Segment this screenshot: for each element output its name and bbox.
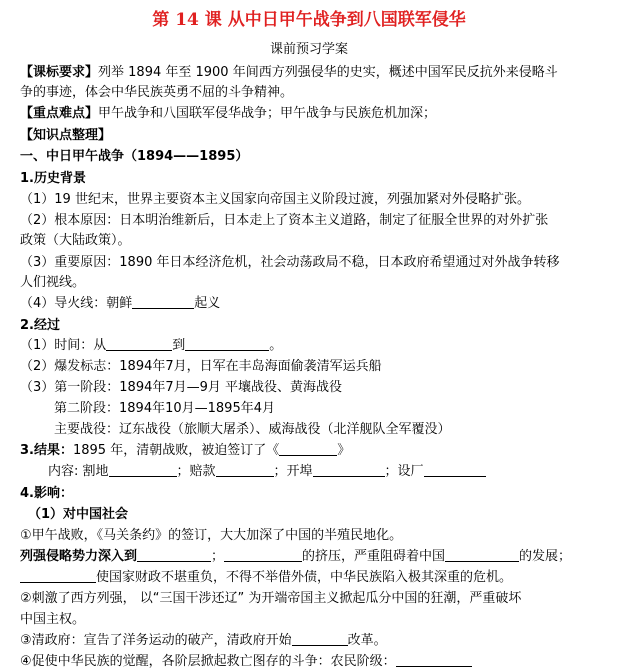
background-item-1: （1）19 世纪末，世界主要资本主义国家向帝国主义阶段过渡，列强加紧对外侵略扩张。 <box>20 192 530 207</box>
impact-heading: 4.影响： <box>20 486 73 501</box>
ports-label: ；开埠 <box>273 464 313 479</box>
impact-point-3 <box>20 568 614 588</box>
standard-label: 【课标要求】 <box>20 65 99 80</box>
treaty-blank[interactable] <box>279 441 337 456</box>
result-text-end: 》 <box>337 443 351 458</box>
penetration-sep: ； <box>211 549 225 564</box>
impact-sub-1: （1）对中国社会 <box>28 507 129 522</box>
keypoints-text: 甲午战争和八国联军侵华战争；甲午战争与民族危机加深； <box>98 106 437 121</box>
penetration-label: 列强侵略势力深入到 <box>20 549 138 564</box>
knowledge-label: 【知识点整理】 <box>20 128 112 143</box>
indemnity-label: ；赔款 <box>176 464 216 479</box>
factories-blank[interactable] <box>424 462 486 477</box>
result-content <box>48 462 614 482</box>
standard-line-1 <box>20 63 614 83</box>
course-stage-1: （3）第一阶段：1894年7月—9月 平壤战役、黄海战役 <box>20 380 343 395</box>
impact-point-4-line-1: ②刺激了西方列强， 以“三国干涉还辽” 为开端帝国主义掀起瓜分中国的狂潮，严重破坏 <box>20 591 522 606</box>
cede-blank[interactable] <box>109 462 177 477</box>
indemnity-blank[interactable] <box>216 462 274 477</box>
factories-label: ；设厂 <box>384 464 424 479</box>
course-time <box>20 336 614 356</box>
time-end: 。 <box>269 338 283 353</box>
development-blank[interactable] <box>445 547 519 562</box>
standard-line-2: 争的事迹，体会中华民族英勇不屈的斗争精神。 <box>20 85 294 100</box>
time-mid: 到 <box>172 338 186 353</box>
reform-suffix: 改革。 <box>347 633 387 648</box>
penetration-blank[interactable] <box>137 547 211 562</box>
impact-point-4-line-2: 中国主权。 <box>20 612 86 627</box>
background-item-3-line-1: （3）重要原因：1890 年日本经济危机，社会动荡政局不稳，日本政府希望通过对外战争转移 <box>20 255 560 270</box>
reform-blank[interactable] <box>292 631 348 646</box>
background-item-3-line-2: 人们视线。 <box>20 275 86 290</box>
squeeze-text: 的挤压，严重阻碍着中国 <box>302 549 446 564</box>
time-end-blank[interactable] <box>185 336 269 351</box>
reform-text: ③清政府：宣告了洋务运动的破产，清政府开始 <box>20 633 292 648</box>
time-label: （1）时间：从 <box>20 338 107 353</box>
course-battles: 主要战役：辽东战役（旅顺大屠杀）、威海战役（北洋舰队全军覆没） <box>54 422 451 437</box>
course-heading: 2.经过 <box>20 318 60 333</box>
background-item-4 <box>20 294 614 314</box>
impact-point-5 <box>20 631 614 651</box>
fuse-suffix: 起义 <box>194 296 221 311</box>
result-heading: 3.结果： <box>20 443 73 458</box>
course-stage-2: 第二阶段：1894年10月—1895年4月 <box>54 401 275 416</box>
ports-blank[interactable] <box>313 462 385 477</box>
content-label: 内容: 割地 <box>48 464 109 479</box>
background-item-2-line-2: 政策（大陆政策）。 <box>20 233 131 248</box>
squeeze-blank[interactable] <box>224 547 302 562</box>
impact-point-1: ①甲午战败，《马关条约》的签订，大大加深了中国的半殖民地化。 <box>20 528 403 543</box>
finance-blank[interactable] <box>20 568 96 583</box>
subtitle: 课前预习学案 <box>269 42 348 57</box>
standard-text-1: 列举 1894 年至 1900 年间西方列强侵华的史实，概述中国军民反抗外来侵略斗 <box>98 65 558 80</box>
impact-point-2 <box>20 547 614 567</box>
section-1-heading: 一、中日甲午战争（1894——1895） <box>20 149 249 164</box>
lesson-title: 第 14 课 从中日甲午战争到八国联军侵华 <box>152 10 466 30</box>
fuse-blank[interactable] <box>132 294 194 309</box>
fuse-label: （4）导火线：朝鲜 <box>20 296 133 311</box>
awakening-text: ④促使中华民族的觉醒，各阶层掀起救亡图存的斗争：农民阶级： <box>20 654 396 669</box>
keypoints-line <box>20 104 614 124</box>
course-outbreak: （2）爆发标志：1894年7月，日军在丰岛海面偷袭清军运兵船 <box>20 359 382 374</box>
result-text: 1895 年，清朝战败，被迫签订了《 <box>72 443 280 458</box>
impact-point-6 <box>20 652 614 672</box>
development-text: 的发展； <box>519 549 572 564</box>
background-item-2-line-1: （2）根本原因：日本明治维新后，日本走上了资本主义道路，制定了征服全世界的对外扩张 <box>20 213 549 228</box>
background-heading: 1.历史背景 <box>20 171 86 186</box>
finance-text: 使国家财政不堪重负，不得不举借外债，中华民族陷入极其深重的危机。 <box>96 570 513 585</box>
peasant-blank[interactable] <box>396 652 472 667</box>
result-line <box>20 441 614 461</box>
keypoints-label: 【重点难点】 <box>20 106 99 121</box>
time-start-blank[interactable] <box>106 336 172 351</box>
